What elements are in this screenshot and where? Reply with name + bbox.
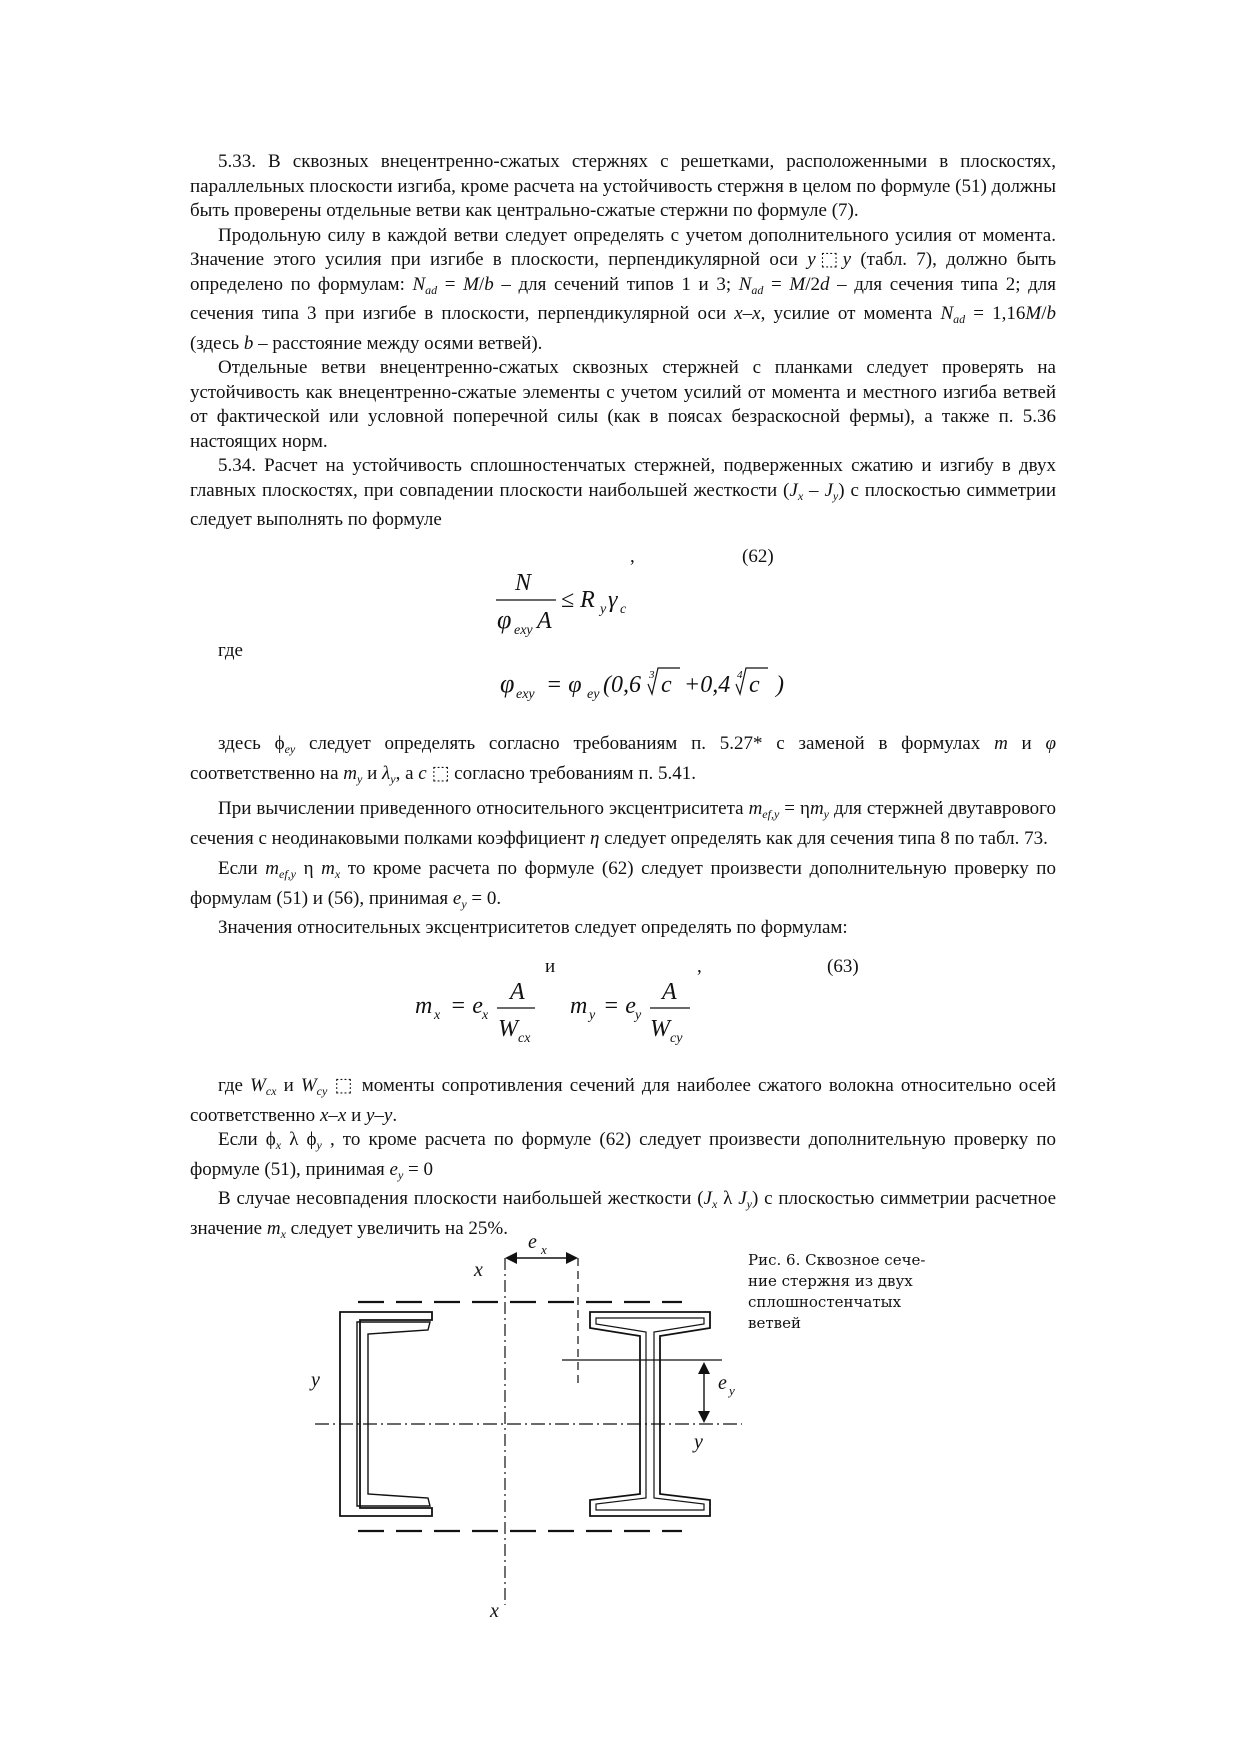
paragraph-branches: Отдельные ветви внецентренно-сжатых сквозных стержней с планками следует проверять на устойчивость как внецентренно-сжатые элементы с учетом усилий от момента и местного изгиба ветвей от фактической или условной поперечной силы (как в поясах безраскосной фермы), а также п. 5.36 настоящих норм. — [190, 357, 1056, 452]
formula-62-rhs-sub-y: y — [600, 602, 607, 617]
paragraph-eccentricities: Значения относительных эксцентриситетов следует определять по формулам: — [218, 917, 848, 938]
label-y-right: y — [694, 1431, 703, 1453]
i-beam-inner — [596, 1318, 704, 1510]
paragraph-5-33: 5.33. В сквозных внецентренно-сжатых стержнях с решетками, расположенными в плоскостях, параллельных плоскости изгиба, кроме расчета на устойчивость стержня в целом по формуле (51) должны быть проверены отдельные ветви как центрально-сжатые стержни по формуле (7). — [190, 151, 1056, 221]
formula-62-rhs: ≤ R — [561, 587, 595, 613]
paragraph-5-34: 5.34. Расчет на устойчивость сплошностенчатых стержней, подверженных сжатию и изгибу в двух главных плоскостях, при совпадении плоскости наибольшей жесткости $(J_x - J_y)$ с плоскостью симметрии следует выполнять по формуле — [190, 455, 1057, 530]
paragraph-if-phi: Если $\phi_x$ λ $\phi_y$ , то кроме расчета по формуле (62) следует произвести дополнительную проверку по формуле (51), принимая $e_y = 0$ — [190, 1129, 1056, 1182]
ey-arrow-top — [698, 1362, 710, 1374]
formula-63-mx-sub: x — [434, 1008, 441, 1023]
formula-62-phi: φ — [497, 605, 512, 634]
formula-63-A2: A — [662, 979, 677, 1005]
formula-63-W2: W — [650, 1016, 670, 1042]
phi-exy-lhs-sub: exy — [516, 687, 535, 702]
phi-exy-plus: +0,4 — [684, 672, 731, 698]
ex-arrow-left — [505, 1252, 517, 1264]
phi-exy-rhs-sub: ey — [587, 687, 600, 702]
phi-exy-root3: 3 — [649, 669, 655, 681]
i-beam-outer — [590, 1312, 710, 1516]
formula-63-my-sub: y — [589, 1008, 596, 1023]
phi-exy-root4: 4 — [737, 669, 743, 681]
ey-arrow-bottom — [698, 1411, 710, 1423]
paragraph-mismatch: В случае несовпадения плоскости наибольшей жесткости ($J_x$ λ $J_y$) с плоскостью симметрии расчетное значение $m_x$ следует увеличить на 25%. — [190, 1188, 1057, 1241]
phi-exy-c2: c — [749, 672, 760, 698]
text-block-bottom — [190, 1074, 1056, 1246]
formula-62-numerator: N — [515, 570, 532, 596]
formula-63-W2-sub: cy — [670, 1031, 683, 1046]
label-ex: e — [528, 1231, 537, 1253]
where-label: где — [218, 640, 243, 661]
formula-63-A1: A — [510, 979, 525, 1005]
formula-62-number: (62) — [742, 546, 774, 567]
label-y-left: y — [311, 1369, 320, 1391]
phi-exy-radical-2 — [736, 668, 768, 694]
formula-62-comma: , — [630, 546, 635, 567]
formula-63-number: (63) — [827, 956, 859, 977]
figure-6-caption — [748, 1250, 938, 1334]
formula-63-eq1: = e — [450, 993, 483, 1019]
formula-63-and: и — [545, 956, 556, 977]
formula-62-A: A — [537, 608, 552, 634]
phi-exy-radical-1 — [648, 668, 680, 694]
formula-62-rhs-sub-c: c — [620, 602, 627, 617]
formula-63-W1-sub: cx — [518, 1031, 531, 1046]
paragraph-if-mef: Если $m_{ef,y}$ η $m_x$ то кроме расчета по формуле (62) следует произвести дополнительную проверку по формулам (51) и (56), принимая $e_y = 0$. — [190, 858, 1056, 911]
phi-exy-paren-open: (0,6 — [603, 672, 641, 698]
formula-63-ex-sub: x — [482, 1008, 489, 1023]
label-x-bottom: x — [490, 1600, 499, 1622]
paragraph-reduced-eccentricity: При вычислении приведенного относительного эксцентриситета $m_{ef,y} = \eta m_y$ для стержней двутаврового сечения с неодинаковыми полками коэффициент η следует определять как для сечения типа 8 по табл. 73. — [190, 798, 1057, 849]
text-block-middle — [190, 732, 1056, 941]
formula-63-eq2: = e — [603, 993, 636, 1019]
paragraph-wcx-wcy: где $W_{cx}$ и $W_{cy}$ ⬚ моменты сопротивления сечений для наиболее сжатого волокна относительно осей соответственно x–x и y–y. — [190, 1075, 1057, 1126]
paragraph-phi-ey: здесь $\phi_{ey}$ следует определять согласно требованиям п. 5.27* с заменой в формулах m и φ соответственно на $m_y$ и $\lambda_y$, а c ⬚ согласно требованиям п. 5.41. — [190, 733, 1056, 786]
formula-63-ey-sub: y — [635, 1008, 642, 1023]
paragraph-longitudinal-force: Продольную силу в каждой ветви следует определять с учетом дополнительного усилия от момента. Значение этого усилия при изгибе в плоскости, перпендикулярной оси y⬚y (табл. 7), должно быть определено по формулам: $N_{ad} = M/b$ – для сечений типов 1 и 3; $N_{ad} = M/2d$ – для сечения типа 2; для сечения типа 3 при изгибе в плоскости, перпендикулярной оси x–x, усилие от момента $N_{ad} = 1,16M/b$ (здесь b – расстояние между осями ветвей). — [190, 224, 1057, 354]
phi-exy-paren-close: ) — [776, 672, 784, 698]
formula-62-phi-sub: exy — [514, 623, 533, 638]
label-ey: e — [718, 1372, 727, 1394]
label-ex-sub: x — [541, 1242, 547, 1257]
phi-exy-eq: = φ — [546, 672, 582, 698]
formula-63-comma: , — [697, 956, 702, 977]
formula-63-W1: W — [498, 1016, 518, 1042]
label-ey-sub: y — [729, 1383, 735, 1398]
formula-63-my: m — [570, 993, 588, 1019]
formula-62-gamma: γ — [608, 587, 618, 613]
label-x-top: x — [474, 1259, 483, 1281]
channel-inner — [357, 1322, 430, 1506]
formula-63-mx: m — [415, 993, 433, 1019]
phi-exy-c1: c — [661, 672, 672, 698]
ex-arrow-right — [566, 1252, 578, 1264]
figure-caption-text: Рис. 6. Сквозное сече-ние стержня из двух сплошностенчатых ветвей — [748, 1251, 926, 1332]
text-block-top — [190, 150, 1056, 533]
phi-exy-lhs: φ — [500, 669, 515, 698]
channel-outer — [340, 1312, 432, 1516]
